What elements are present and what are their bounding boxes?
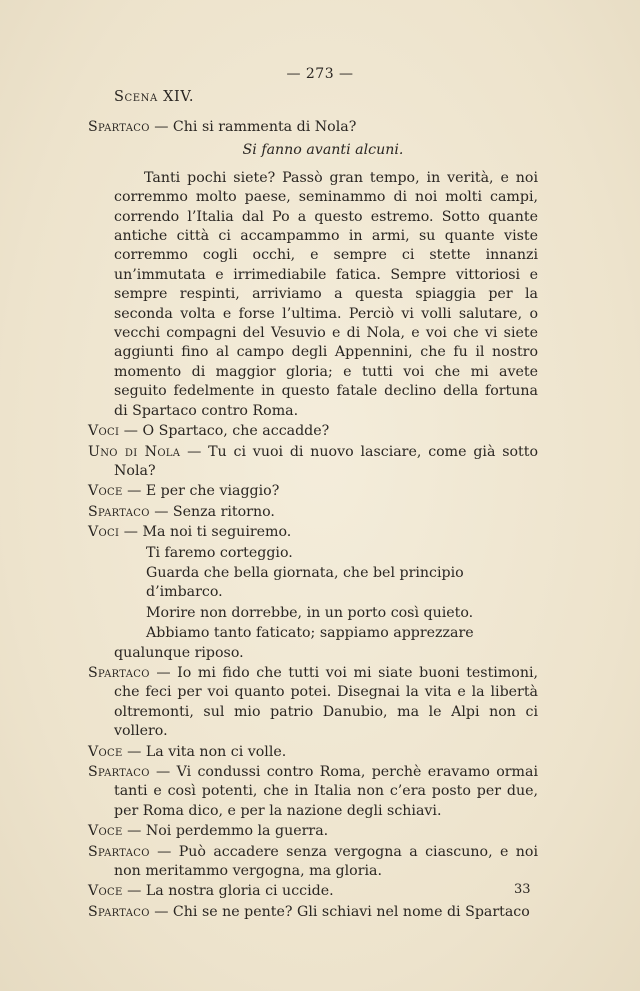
line-text: — Vi condussi contro Roma, perchè eravamo ormai tanti e così potenti, che in Italia non c’era posto per due, per Roma dico, e per la nazione degli schiavi.	[114, 764, 538, 819]
page-number: — 273 —	[286, 66, 354, 82]
dialogue-line	[88, 482, 538, 501]
signature-number: 33	[514, 882, 531, 897]
verse-line: Abbiamo tanto faticato; sappiamo apprezzare qualunque riposo.	[114, 625, 474, 661]
speaker-name: Voce	[88, 483, 123, 500]
speaker-name: Voce	[88, 743, 123, 760]
line-text: — La vita non ci volle.	[122, 743, 287, 760]
monologue: Tanti pochi siete? Passò gran tempo, in verità, e noi corremmo molto paese, seminammo di noi molti campi, correndo l’Italia dal Po a questo estremo. Sotto quante antiche città ci accampammo in armi, su quante viste corremmo cogli occhi, e sempre ci stette innanzi un’immutata e irrimediabile fatica. Sempre vittoriosi e sempre respinti, arriviamo a questa spiaggia per la seconda volta e forse l’ultima. Perciò vi volli salutare, o vecchi compagni del Vesuvio e di Nola, e voi che vi siete aggiunti fino al campo degli Appennini, che fu il nostro momento di maggior gloria; e tutti voi che mi avete seguito fedelmente in questo fatale declino della fortuna di Spartaco contro Roma.	[114, 169, 538, 419]
speaker-name: Voce	[88, 823, 123, 840]
line-text: — La nostra gloria ci uccide.	[122, 883, 334, 900]
line-text: — Chi si rammenta di Nola?	[149, 119, 357, 135]
verse-line: Ti faremo corteggio.	[146, 544, 293, 561]
line-text: — Può accadere senza vergogna a ciascuno, e noi non meritammo vergogna, ma gloria.	[114, 843, 538, 880]
speaker-name: Spartaco	[88, 843, 150, 860]
speaker-name: Spartaco	[88, 903, 150, 920]
speaker-name: Uno di Nola	[88, 443, 181, 460]
line-text: — Tu ci vuoi di nuovo lasciare, come già sotto Nola?	[114, 443, 538, 479]
line-text: — Ma noi ti seguiremo.	[119, 524, 292, 541]
dialogue-block-b	[88, 664, 538, 922]
dialogue-line	[88, 523, 538, 542]
speaker-name: Spartaco	[88, 119, 150, 135]
dialogue-line	[88, 503, 538, 522]
line-text: — E per che viaggio?	[122, 483, 280, 500]
dialogue-line	[88, 882, 538, 901]
stage-direction: Si fanno avanti alcuni.	[242, 142, 404, 159]
line-text: — Chi se ne pente? Gli schiavi nel nome di Spartaco	[149, 903, 530, 920]
dialogue-line	[88, 843, 538, 882]
verse-line: Guarda che bella giornata, che bel principio d’imbarco.	[146, 564, 464, 601]
dialogue-line	[88, 822, 538, 841]
verse-line: Morire non dorrebbe, in un porto così quieto.	[146, 604, 474, 621]
speaker-name: Spartaco	[88, 664, 150, 681]
speaker-name: Voce	[88, 883, 123, 900]
line-text: — Noi perdemmo la guerra.	[122, 823, 329, 840]
speaker-name: Spartaco	[88, 764, 150, 780]
dialogue-line	[88, 743, 538, 762]
speaker-name: Spartaco	[88, 503, 150, 520]
line-text: — Senza ritorno.	[149, 503, 275, 520]
speaker-name: Voci	[88, 423, 120, 440]
line-text: — Io mi fido che tutti voi mi siate buoni testimoni, che feci per voi quanto potei. Disegnai la vita e la libertà oltremonti, sul mio patrio Danubio, ma le Alpi non ci vollero.	[114, 664, 538, 740]
line-text: — O Spartaco, che accadde?	[119, 423, 330, 440]
dialogue-line	[88, 903, 538, 922]
scene-heading: Scena XIV.	[114, 89, 195, 105]
dialogue-line	[88, 763, 538, 821]
dialogue-line	[88, 443, 538, 482]
dialogue-block-a	[88, 422, 538, 542]
dialogue-line	[88, 664, 538, 742]
verse-block	[88, 544, 538, 663]
dialogue-line	[88, 118, 538, 137]
speaker-name: Voci	[88, 524, 120, 541]
page-body	[88, 118, 538, 923]
dialogue-line	[88, 422, 538, 441]
